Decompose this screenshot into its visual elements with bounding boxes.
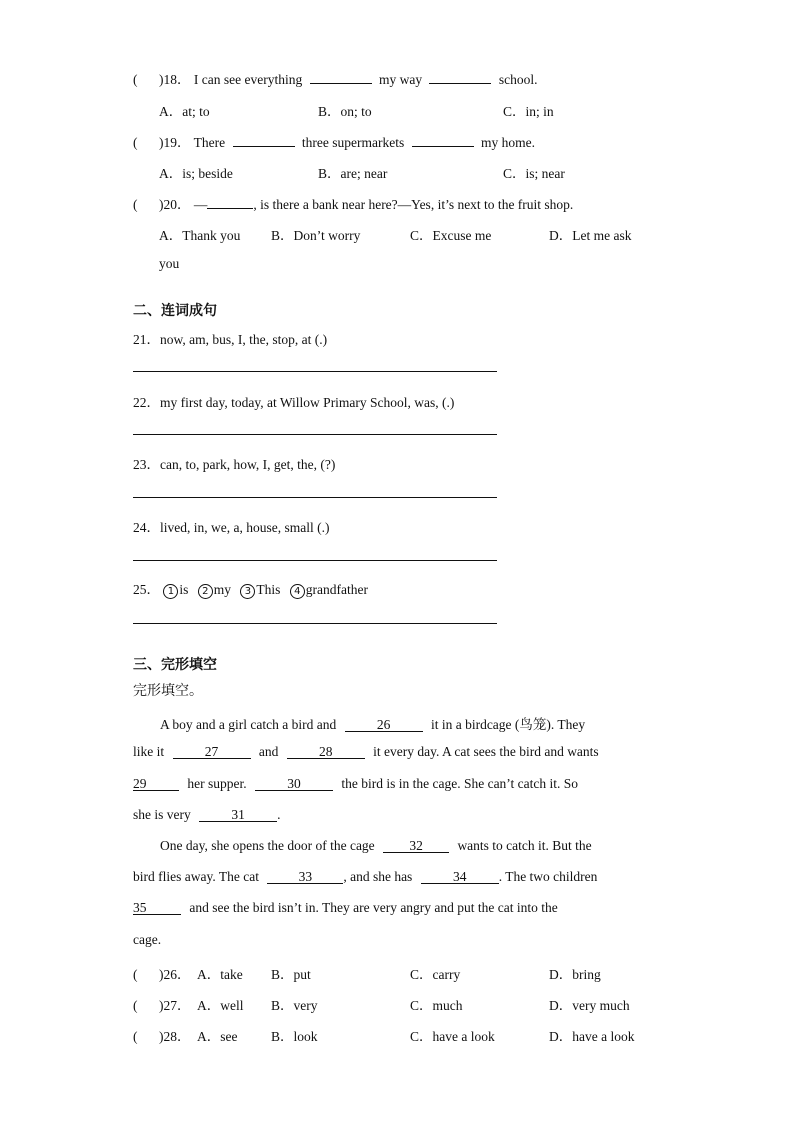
option-c: C．in; in <box>503 104 554 119</box>
option-d: D．very much <box>549 998 630 1013</box>
passage-line <box>133 900 558 916</box>
question-21: 21．now, am, bus, I, the, stop, at (.) <box>133 332 328 347</box>
question-stem: , is there a bank near here?—Yes, it’s next to the fruit shop. <box>253 197 574 212</box>
question-stem: I can see everything <box>193 72 303 87</box>
question-number: )20． <box>159 197 191 212</box>
cloze-blank-31[interactable]: 31 <box>199 808 277 822</box>
option-b: B．very <box>271 998 318 1013</box>
passage-line: cage. <box>133 932 162 947</box>
section-heading: 二、连词成句 <box>133 303 217 319</box>
answer-line[interactable] <box>133 497 497 498</box>
option-d: D．bring <box>549 967 601 982</box>
option-b: B．Don’t worry <box>271 228 361 243</box>
passage-text: , and she has <box>343 869 413 884</box>
passage-line <box>133 776 578 792</box>
option-b: B．on; to <box>318 104 372 119</box>
passage-line <box>160 713 585 733</box>
question-stem: my home. <box>480 135 535 150</box>
cloze-blank-34[interactable]: 34 <box>421 870 499 884</box>
option-c: C．much <box>410 998 463 1013</box>
cloze-blank-29[interactable]: 29 <box>133 777 179 791</box>
option-b: B．look <box>271 1029 318 1044</box>
question-28 <box>133 1025 191 1045</box>
question-stem: — <box>193 197 208 212</box>
option-b: B．are; near <box>318 166 388 181</box>
passage-text: she is very <box>133 807 191 822</box>
question-20 <box>133 193 573 213</box>
passage-text: it every day. A cat sees the bird and wants <box>373 744 599 759</box>
section-heading: 三、完形填空 <box>133 657 217 673</box>
passage-text: it in a birdcage (鸟笼). They <box>430 717 586 732</box>
passage-text: her supper. <box>187 776 247 791</box>
passage-line <box>133 744 599 760</box>
answer-blank[interactable] <box>310 83 372 84</box>
answer-paren: ( <box>133 72 138 87</box>
option-a: A．Thank you <box>159 228 241 243</box>
question-22: 22．my first day, today, at Willow Primary School, was, (.) <box>133 395 455 410</box>
option-d: D．have a look <box>549 1029 635 1044</box>
question-18 <box>133 68 537 88</box>
question-number: )26． <box>159 967 191 982</box>
question-23: 23．can, to, park, how, I, get, the, (?) <box>133 457 336 472</box>
word-card: grandfather <box>305 582 369 597</box>
section-instruction: 完形填空。 <box>133 683 203 699</box>
passage-text: bird flies away. The cat <box>133 869 259 884</box>
passage-line <box>133 869 597 885</box>
answer-blank[interactable] <box>429 83 491 84</box>
question-25 <box>133 578 368 599</box>
question-number: )27． <box>159 998 191 1013</box>
passage-text: the bird is in the cage. She can’t catch it. So <box>341 776 579 791</box>
question-27 <box>133 994 191 1014</box>
option-b: B．put <box>271 967 311 982</box>
cloze-blank-28[interactable]: 28 <box>287 745 365 759</box>
cloze-blank-26[interactable]: 26 <box>345 718 423 732</box>
passage-text: . <box>277 807 281 822</box>
option-d-continued: you <box>159 256 180 271</box>
question-stem: school. <box>498 72 538 87</box>
circled-number-3: 3 <box>240 584 255 599</box>
answer-paren: ( <box>133 998 138 1013</box>
answer-blank[interactable] <box>207 208 253 209</box>
option-a: A．well <box>197 998 244 1013</box>
answer-line[interactable] <box>133 371 497 372</box>
question-24: 24．lived, in, we, a, house, small (.) <box>133 520 330 535</box>
question-number: )19． <box>159 135 191 150</box>
circled-number-1: 1 <box>163 584 178 599</box>
question-26 <box>133 963 191 983</box>
cloze-blank-27[interactable]: 27 <box>173 745 251 759</box>
question-number: 25． <box>133 582 160 597</box>
word-card: is <box>179 582 189 597</box>
circled-number-2: 2 <box>198 584 213 599</box>
option-a: A．at; to <box>159 104 210 119</box>
question-stem: There <box>193 135 226 150</box>
circled-number-4: 4 <box>290 584 305 599</box>
option-c: C．have a look <box>410 1029 495 1044</box>
answer-paren: ( <box>133 197 138 212</box>
answer-blank[interactable] <box>233 146 295 147</box>
passage-text: and <box>258 744 279 759</box>
passage-text: wants to catch it. But the <box>457 838 592 853</box>
option-a: A．see <box>197 1029 238 1044</box>
question-19 <box>133 131 535 151</box>
passage-text: One day, she opens the door of the cage <box>160 838 375 853</box>
answer-paren: ( <box>133 967 138 982</box>
word-card: This <box>256 582 281 597</box>
cloze-blank-30[interactable]: 30 <box>255 777 333 791</box>
passage-line <box>133 807 281 823</box>
answer-paren: ( <box>133 135 138 150</box>
passage-text: and see the bird isn’t in. They are very angry and put the cat into the <box>189 900 558 915</box>
passage-text: . The two children <box>498 869 598 884</box>
option-c: C．Excuse me <box>410 228 492 243</box>
answer-blank[interactable] <box>412 146 474 147</box>
question-stem: my way <box>378 72 423 87</box>
option-c: C．is; near <box>503 166 565 181</box>
option-c: C．carry <box>410 967 461 982</box>
question-stem: three supermarkets <box>301 135 405 150</box>
option-d: D．Let me ask <box>549 228 632 243</box>
passage-text: like it <box>133 744 165 759</box>
question-number: )18． <box>159 72 191 87</box>
passage-line <box>160 838 592 854</box>
answer-line[interactable] <box>133 560 497 561</box>
answer-line[interactable] <box>133 623 497 624</box>
word-card: my <box>213 582 232 597</box>
question-number: )28． <box>159 1029 191 1044</box>
cloze-blank-35[interactable]: 35 <box>133 901 181 915</box>
cloze-blank-32[interactable]: 32 <box>383 839 449 853</box>
cloze-blank-33[interactable]: 33 <box>267 870 343 884</box>
option-a: A．take <box>197 967 243 982</box>
passage-text: A boy and a girl catch a bird and <box>160 717 337 732</box>
answer-line[interactable] <box>133 434 497 435</box>
option-a: A．is; beside <box>159 166 233 181</box>
answer-paren: ( <box>133 1029 138 1044</box>
